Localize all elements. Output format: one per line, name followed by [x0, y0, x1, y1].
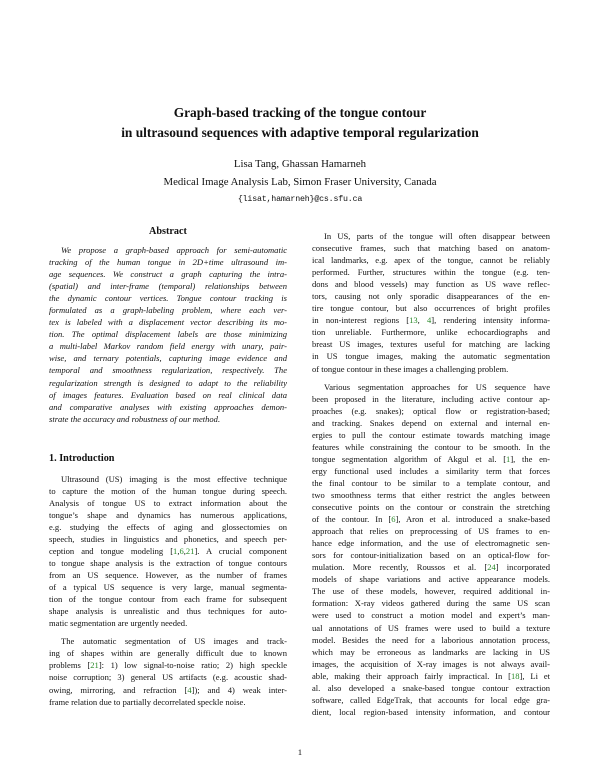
citation-link[interactable]: 24: [487, 562, 496, 573]
abstract-line: and comparative analyses with existing approaches demon-: [49, 401, 287, 412]
text-span: ], Li et: [519, 670, 550, 681]
left-column: [49, 224, 287, 708]
text-line: tion of the tongue contour from each frame for subsequent: [49, 594, 287, 605]
text-span: ]); and 4) weak inter-: [191, 684, 287, 695]
abstract-line: tex is labeled with a displacement vector describing its mo-: [49, 317, 287, 328]
text-line: breast US images, textures useful for matching are lacking: [312, 339, 550, 350]
abstract-line: strate the accuracy and robustness of our method.: [49, 413, 221, 424]
text-line: ergies to pull the contour estimate towards matching image: [312, 429, 550, 440]
text-line: al. also developed a snake-based tongue contour extraction: [312, 682, 550, 693]
citation-link[interactable]: 21: [90, 660, 99, 671]
text-line: [49, 545, 287, 557]
text-line: features while constraining the contour to be smooth. In the: [312, 441, 550, 452]
text-line: [312, 513, 550, 525]
text-line: ergy functional used includes a similarity term that forces: [312, 465, 550, 476]
text-line: Ultrasound (US) imaging is the most effective technique: [61, 473, 287, 484]
author-block: [0, 155, 600, 209]
text-line: tire tongue contour, but also occurrences of bright profiles: [312, 303, 550, 314]
right-column: [312, 230, 550, 718]
text-line: dient, local region-based intensity information, and contour: [312, 706, 550, 717]
text-span: able, making their approach fairly impractical. In [: [312, 670, 511, 681]
abstract-line: regularization strength is designed to adapt to the reliability: [49, 377, 287, 388]
paper-title: [0, 103, 600, 142]
citation-link[interactable]: 1: [506, 453, 511, 464]
abstract-line: a multi-label Markov random field energy with unary, pair-: [49, 341, 287, 352]
text-line: approach that relies on preprocessing of US frames to en-: [312, 526, 550, 537]
text-line: of a typical US sequence is very large, manual segmenta-: [49, 582, 287, 593]
abstract-line: temporal and smoothness regularization, respectively. The: [49, 365, 287, 376]
abstract-heading: Abstract: [149, 226, 187, 237]
text-span: ], rendering intensity informa-: [431, 315, 550, 326]
text-line: models of shape variations and active appearance models.: [312, 574, 550, 585]
text-span: mulation. More recently, Roussos et al. [: [312, 562, 488, 573]
text-line: software, called EdgeTrak, that accounts for local edge gra-: [312, 694, 550, 705]
text-span: ]. A crucial component: [194, 545, 287, 556]
text-line: images, the acquisition of X-ray images is not always avail-: [312, 658, 550, 669]
citation-link[interactable]: 21: [185, 545, 195, 556]
text-line: frame relation due to partially decorrelated speckle noise.: [49, 696, 246, 707]
abstract-line: the dynamic contour vertices. Tongue contour tracking is: [49, 293, 287, 304]
text-line: [312, 314, 550, 326]
text-line: noise corruption; 3) general US artifacts (e.g. acoustic shad-: [49, 672, 287, 683]
text-span: in non-interest regions [: [312, 315, 410, 326]
text-line: two smoothness terms that either restrict the angles between: [312, 489, 550, 500]
text-line: In US, parts of the tongue will often disappear between: [324, 231, 550, 241]
abstract-line: age sequences. We construct a graph capturing the intra-: [49, 269, 287, 280]
text-line: speech, studies in linguistics and phonetics, and speech per-: [49, 533, 287, 544]
text-line: been proposed in the literature, including active contour ap-: [312, 393, 550, 404]
text-span: ,: [417, 315, 428, 326]
text-line: [312, 453, 550, 465]
text-line: tongue’s shape and dynamics has numerous applications,: [49, 509, 287, 520]
text-line: [49, 684, 287, 696]
text-line: dons and blood vessels) may function as US wave reflec-: [312, 279, 550, 290]
text-line: which may be erroneous as landmarks are lacking in US: [312, 646, 550, 657]
author-names: Lisa Tang, Ghassan Hamarneh: [233, 158, 367, 170]
text-line: of tongue contour in these images a challenging problem.: [312, 363, 509, 374]
abstract-body: [49, 244, 287, 425]
text-line: to tongue shape analysis is the extraction of tongue contours: [49, 558, 287, 569]
text-span: of the contour. In [: [312, 514, 392, 525]
text-span: ,: [183, 545, 186, 556]
title-line: in ultrasound sequences with adaptive temporal regularization: [121, 124, 479, 140]
text-line: ing of shapes within are generally difficult due to known: [49, 648, 287, 659]
text-line: performed. Further, structures within the tongue (e.g. ten-: [312, 267, 550, 278]
citation-link[interactable]: 18: [511, 670, 520, 681]
text-line: [49, 659, 287, 671]
section-heading-introduction: 1. Introduction: [49, 452, 115, 464]
author-email: {lisat,hamarneh}@cs.sfu.ca: [237, 195, 363, 204]
intro-paragraph-1: [49, 473, 287, 630]
text-line: The use of these models, however, required additional in-: [312, 586, 550, 597]
text-line: consecutive frames, such that matching based on anatom-: [312, 243, 550, 254]
right-paragraph-2: [312, 381, 550, 718]
text-span: ] incorporated: [495, 562, 550, 573]
text-line: Various segmentation approaches for US sequence have: [324, 381, 550, 392]
text-line: ical landmarks, e.g. apex of the tongue, cannot be reliably: [312, 255, 550, 266]
text-line: formation: X-ray videos gathered during the same US scan: [312, 598, 550, 609]
abstract-line: of images features. Evaluation based on real clinical data: [49, 389, 287, 400]
citation-link[interactable]: 6: [391, 514, 396, 525]
text-line: Analysis of tongue US to extract information about the: [49, 497, 287, 508]
text-span: tongue segmentation algorithm of Akgul et al. [: [312, 453, 507, 464]
abstract-line: formulated as a graph-labeling problem, where each ver-: [49, 305, 287, 316]
text-span: ], the en-: [510, 453, 550, 464]
intro-paragraph-2: [49, 635, 287, 707]
title-line: Graph-based tracking of the tongue contour: [173, 105, 427, 120]
abstract-line: wise, and ternary potentials, capturing image evidence and: [49, 353, 287, 364]
text-line: and tracking. Snakes depend on external and internal en-: [312, 417, 550, 428]
text-span: problems [: [49, 660, 91, 671]
text-line: in US tongue images, making the automatic segmentation: [312, 351, 550, 362]
text-line: The automatic segmentation of US images and track-: [61, 636, 287, 647]
abstract-line: tracking of the human tongue in 2D+time ultrasound im-: [49, 257, 287, 268]
text-span: ]: 1) low signal-to-noise ratio; 2) high speckle: [98, 660, 287, 671]
text-line: ual annotations of US frames were used to build a texture: [312, 622, 550, 633]
text-span: ception and tongue modeling [: [49, 545, 174, 556]
text-line: model. Besides the need for a laborious annotation process,: [312, 634, 550, 645]
page-number: 1: [297, 747, 303, 757]
abstract-line: We propose a graph-based approach for semi-automatic: [61, 245, 287, 255]
abstract-line: (spatial) and inter-frame (temporal) relationships between: [49, 281, 287, 292]
text-line: tion unreliable. Furthermore, unlike echocardiographs and: [312, 327, 550, 338]
text-line: were used to construct a motion model and expert’s man-: [312, 610, 550, 621]
text-line: proaches (e.g. snakes); optical flow or registration-based;: [312, 405, 550, 416]
affiliation: Medical Image Analysis Lab, Simon Fraser University, Canada: [163, 176, 437, 188]
citation-link[interactable]: 4: [427, 315, 432, 326]
text-line: sors for contour-initialization based on an optical-flow for-: [312, 550, 550, 561]
text-span: ,: [177, 545, 180, 556]
text-line: [312, 561, 550, 573]
text-line: matic segmentation are urgently needed.: [49, 618, 188, 629]
text-line: shape analysis is unrealistic and thus techniques for auto-: [49, 606, 287, 617]
citation-link[interactable]: 1: [173, 545, 178, 556]
text-line: to capture the motion of the human tongue during speech.: [49, 485, 287, 496]
text-span: owing, mirroring, and refraction [: [49, 684, 188, 695]
citation-link[interactable]: 13: [409, 315, 418, 326]
citation-link[interactable]: 4: [187, 684, 192, 695]
text-line: hance edge information, and the use of electromagnetic sen-: [312, 538, 550, 549]
text-line: consecutive points on the contour or constrain the stretching: [312, 502, 550, 513]
text-line: tors, causing not only sporadic disappearances of the en-: [312, 291, 550, 302]
text-line: e.g. studying the effects of aging and glossectomies on: [49, 521, 287, 532]
text-line: the final contour to be similar to a template contour, and: [312, 477, 550, 488]
right-paragraph-1: [312, 230, 550, 375]
citation-link[interactable]: 6: [179, 545, 184, 556]
abstract-line: tion. The optimal displacement labels are those minimizing: [49, 329, 287, 340]
text-line: from an US sequence. However, as the number of frames: [49, 570, 287, 581]
text-line: [312, 670, 550, 682]
text-span: ], Aron et al. introduced a snake-based: [395, 514, 550, 525]
